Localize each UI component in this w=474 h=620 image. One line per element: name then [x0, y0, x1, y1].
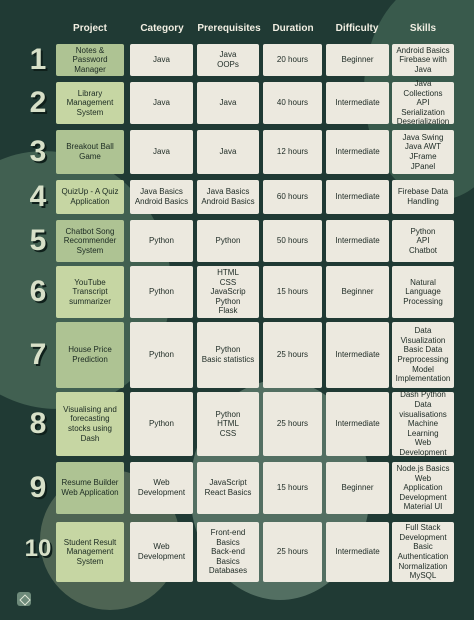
cell-project: Student Result Management System	[56, 522, 124, 582]
cell-prereq: JavaScript React Basics	[197, 462, 259, 514]
row-number: 2	[29, 86, 47, 119]
table-row	[0, 322, 474, 388]
cell-project: QuizUp - A Quiz Application	[56, 180, 124, 214]
row-number: 3	[29, 135, 47, 168]
cell-category: Java	[130, 130, 193, 174]
row-number: 9	[29, 471, 47, 504]
table-row	[0, 180, 474, 214]
row-number: 5	[29, 224, 47, 257]
cell-prereq: Python Basic statistics	[197, 322, 259, 388]
cell-prereq: Java Basics Android Basics	[197, 180, 259, 214]
table-row	[0, 79, 474, 127]
table-header	[0, 18, 474, 40]
cell-skills: Natural Language Processing	[392, 266, 454, 318]
header-prerequisites: Prerequisites	[197, 23, 261, 34]
cell-skills: Dash Python Data visualisations Machine Learning Web Development	[392, 392, 454, 456]
cell-category: Java	[130, 44, 193, 76]
cell-prereq: Python HTML CSS	[197, 392, 259, 456]
cell-category: Python	[130, 266, 193, 318]
cell-prereq: Java	[197, 82, 259, 124]
table-row	[0, 266, 474, 318]
cell-prereq: Java OOPs	[197, 44, 259, 76]
table-row	[0, 130, 474, 174]
cell-project: Resume Builder Web Application	[56, 462, 124, 514]
cell-difficulty: Beginner	[326, 462, 389, 514]
cell-duration: 20 hours	[263, 44, 322, 76]
table-row	[0, 522, 474, 582]
cell-project: Chatbot Song Recommender System	[56, 220, 124, 262]
cell-category: Python	[130, 322, 193, 388]
cell-skills: Full Stack Development Basic Authentication Normalization MySQL	[392, 522, 454, 582]
cell-duration: 12 hours	[263, 130, 322, 174]
cell-category: Java Basics Android Basics	[130, 180, 193, 214]
logo-icon	[17, 592, 31, 606]
cell-project: House Price Prediction	[56, 322, 124, 388]
cell-skills: Python API Chatbot	[392, 220, 454, 262]
cell-difficulty: Intermediate	[326, 392, 389, 456]
cell-category: Python	[130, 220, 193, 262]
cell-category: Java	[130, 82, 193, 124]
cell-category: Python	[130, 392, 193, 456]
cell-skills: Firebase Data Handling	[392, 180, 454, 214]
cell-duration: 60 hours	[263, 180, 322, 214]
cell-difficulty: Intermediate	[326, 322, 389, 388]
cell-project: Visualising and forecasting stocks using Dash	[56, 392, 124, 456]
cell-skills: Android Basics Firebase with Java	[392, 44, 454, 76]
cell-difficulty: Intermediate	[326, 220, 389, 262]
table-row	[0, 462, 474, 514]
cell-prereq: Front-end Basics Back-end Basics Databases	[197, 522, 259, 582]
cell-project: Library Management System	[56, 82, 124, 124]
cell-duration: 25 hours	[263, 522, 322, 582]
row-number: 4	[29, 180, 47, 213]
header-project: Project	[73, 23, 107, 34]
header-difficulty: Difficulty	[335, 23, 379, 34]
cell-project: YouTube Transcript summarizer	[56, 266, 124, 318]
cell-category: Web Development	[130, 462, 193, 514]
cell-duration: 15 hours	[263, 266, 322, 318]
cell-skills: Data Visualization Basic Data Preprocessing Model Implementation	[392, 322, 454, 388]
cell-prereq: Python	[197, 220, 259, 262]
table-row	[0, 220, 474, 262]
cell-skills: Node.js Basics Web Application Development Material UI	[392, 462, 454, 514]
cell-difficulty: Intermediate	[326, 82, 389, 124]
table-row	[0, 392, 474, 456]
cell-project: Breakout Ball Game	[56, 130, 124, 174]
cell-duration: 50 hours	[263, 220, 322, 262]
cell-difficulty: Intermediate	[326, 522, 389, 582]
cell-duration: 15 hours	[263, 462, 322, 514]
row-number: 1	[29, 43, 47, 76]
cell-difficulty: Beginner	[326, 266, 389, 318]
row-number: 6	[29, 275, 47, 308]
cell-duration: 25 hours	[263, 392, 322, 456]
cell-skills: Java Swing Java AWT JFrame JPanel	[392, 130, 454, 174]
cell-duration: 25 hours	[263, 322, 322, 388]
cell-prereq: HTML CSS JavaScrip Python Flask	[197, 266, 259, 318]
cell-project: Notes & Password Manager	[56, 44, 124, 76]
header-duration: Duration	[272, 23, 314, 34]
row-number: 7	[29, 338, 47, 371]
row-number: 10	[24, 535, 52, 562]
cell-prereq: Java	[197, 130, 259, 174]
row-number: 8	[29, 407, 47, 440]
table-row	[0, 44, 474, 76]
header-skills: Skills	[409, 23, 437, 34]
cell-difficulty: Intermediate	[326, 180, 389, 214]
cell-category: Web Development	[130, 522, 193, 582]
cell-skills: Java Collections API Serialization Deserialization	[392, 82, 454, 124]
header-category: Category	[140, 23, 184, 34]
cell-difficulty: Intermediate	[326, 130, 389, 174]
cell-difficulty: Beginner	[326, 44, 389, 76]
cell-duration: 40 hours	[263, 82, 322, 124]
